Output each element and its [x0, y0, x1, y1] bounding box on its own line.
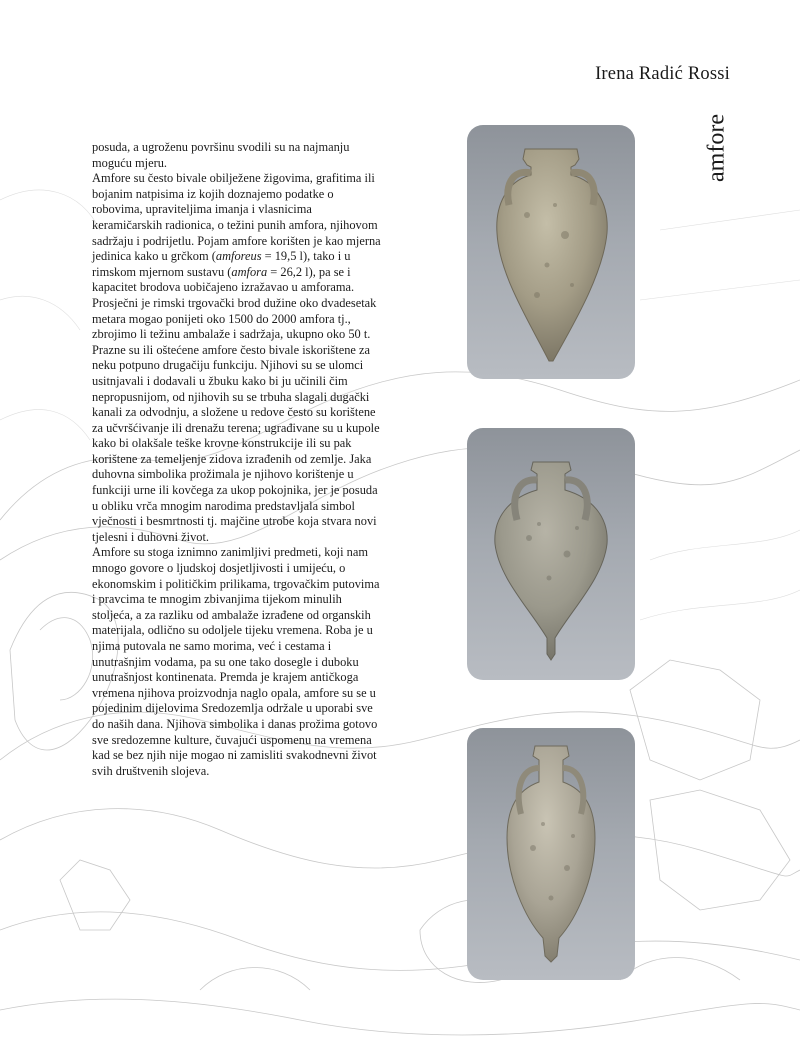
paragraph-1: posuda, a ugroženu površinu svodili su na najmanju moguću mjeru. [92, 140, 350, 170]
amphora-photo-3 [467, 728, 635, 980]
paragraph-3: Prazne su ili oštećene amfore često bivale iskorištene za neku potpuno drugačiju funkciju. Njihovi su se ulomci usitnjavali i dodavali u žbuku kako bi ju učinili čim nepropusnijom, od njihovih su se trbuha slagali dugački kanali za odvodnju, a složene u redove često su korištene za učvršćivanje ili drenažu terena; ugrađivane su u kupole kako bi olakšale teške krovne konstrukcije ili su pak korištene za temeljenje zidova izrađenih od zemlje. Jaka duhovna simbolika prožimala je njihovo korištenje u funkciji urne ili kovčega za ukop pokojnika, jer je posuda u obliku vrča mnogim narodima predstavljala simbol vječnosti i besmrtnosti tj. majčine utrobe koja stvara novi tjelesni i duhovni život. [92, 342, 380, 544]
amphora-2-image [467, 428, 635, 680]
author-name: Irena Radić Rossi [595, 64, 730, 84]
amphora-photo-1 [467, 125, 635, 379]
paragraph-4: Amfore su stoga iznimno zanimljivi predmeti, koji nam mnogo govore o ljudskoj dosjetljivosti i umijeću, o ekonomskim i političkim prilikama, trgovačkim putovima i pravcima te mnogim zbivanjima tijekom minulih stoljeća, a za razliku od ambalaže izrađene od organskih materijala, odlično su odoljele tijeku vremena. Roba je u njima putovala ne samo morima, već i cestama i unutrašnjim vodama, pa su one tako dosegle i duboku unutrašnjost kontinenata. Premda je krajem antičkoga vremena njihova proizvodnja naglo opala, amfore su se u pojedinim dijelovima Sredozemlja održale u uporabi sve do naših dana. Njihova simbolika i danas prožima gotovo sve sredozemne kulture, čuvajući uspomenu na vremena kad se bez njih nije mogao ni zamisliti svakodnevni život svih društvenih slojeva. [92, 545, 380, 778]
amphora-photo-2 [467, 428, 635, 680]
amphora-3-image [467, 728, 635, 980]
paragraph-2-part-c: = 26,2 l), pa se i kapacitet brodova uobičajeno izražavao u amforama. Prosječni je rimski trgovački brod dužine oko dvadesetak metara mogao ponijeti oko 1500 do 2000 amfora tj., zbrojimo li težinu ambalaže i sadržaja, ukupno oko 50 t. [92, 264, 377, 342]
article-body [92, 140, 382, 779]
paragraph-2-part-a: Amfore su često bivale obilježene žigovima, grafitima ili bojanim natpisima iz kojih doznajemo podatke o robovima, upraviteljima imanja i vlasnicima keramičarskih radionica, o težini punih amfora, njihovom sadržaju i podrijetlu. Pojam amfore korišten je kao mjerna jedinica kako u grčkom ( [92, 171, 381, 264]
section-title [700, 105, 734, 191]
term-amfora: amfora [231, 264, 268, 279]
paragraph-2 [92, 171, 382, 343]
section-title-text: amfore [703, 114, 730, 182]
paragraph-2-part-b: = 19,5 l), tako i u rimskom mjernom sustavu ( [92, 249, 351, 279]
term-amforeus: amforeus [215, 249, 262, 264]
amphora-1-image [467, 125, 635, 379]
